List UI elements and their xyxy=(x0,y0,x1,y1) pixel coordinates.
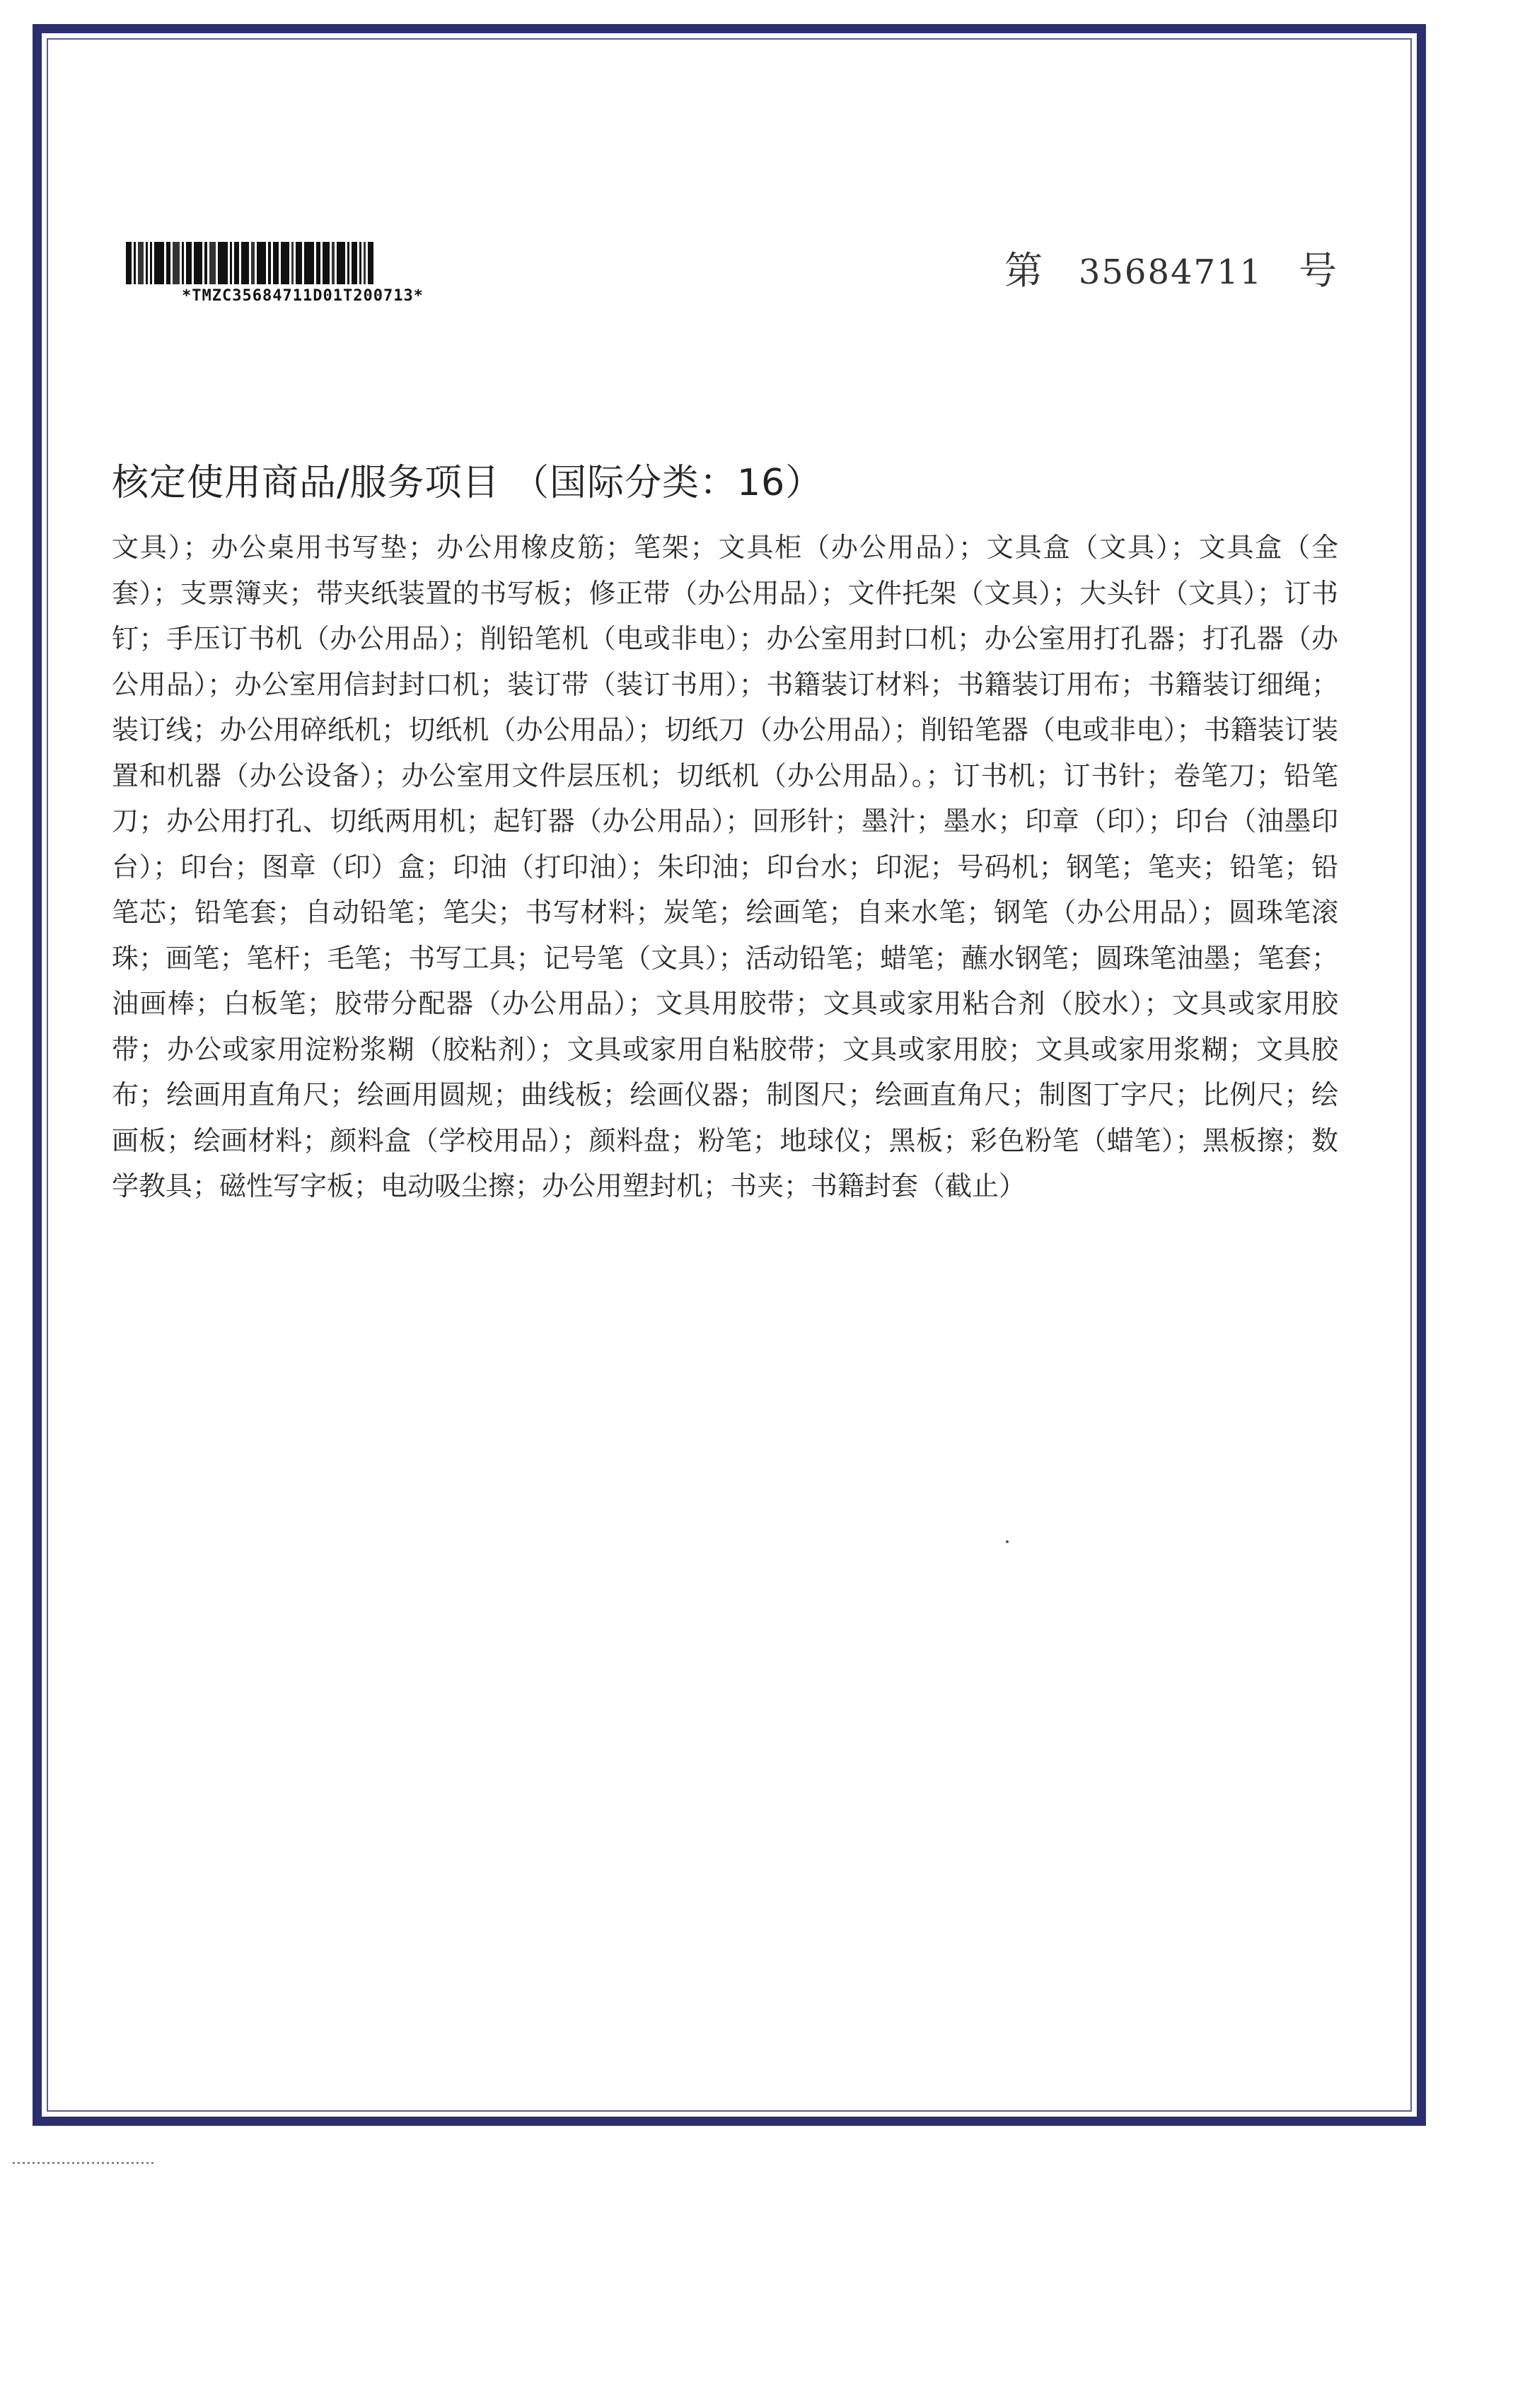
barcode-bar xyxy=(241,242,249,284)
barcode-bar xyxy=(296,242,302,284)
scan-edge-dots xyxy=(13,2162,154,2164)
barcode-bar xyxy=(126,242,132,284)
barcode-bar xyxy=(332,242,335,284)
section-title: 核定使用商品/服务项目 （国际分类：16） xyxy=(112,462,823,504)
goods-list-text: 文具）；办公桌用书写垫；办公用橡皮筋；笔架；文具柜（办公用品）；文具盒（文具）；文具盒（全套）；支票簿夹；带夹纸装置的书写板；修正带（办公用品）；文件托架（文具）；大头针（文具）；订书钉；手压订书机（办公用品）；削铅笔机（电或非电）；办公室用封口机；办公室用打孔器；打孔器（办公用品）；办公室用信封封口机；装订带（装订书用）；书籍装订材料；书籍装订用布；书籍装订细绳；装订线；办公用碎纸机；切纸机（办公用品）；切纸刀（办公用品）；削铅笔器（电或非电）；书籍装订装置和机器（办公设备）；办公室用文件层压机；切纸机（办公用品）。；订书机；订书针；卷笔刀；铅笔刀；办公用打孔、切纸两用机；起钉器（办公用品）；回形针；墨汁；墨水；印章（印）；印台（油墨印台）；印台；图章（印）盒；印油（打印油）；朱印油；印台水；印泥；号码机；钢笔；笔夹；铅笔；铅笔芯；铅笔套；自动铅笔；笔尖；书写材料；炭笔；绘画笔；自来水笔；钢笔（办公用品）；圆珠笔滚珠；画笔；笔杆；毛笔；书写工具；记号笔（文具）；活动铅笔；蜡笔；蘸水钢笔；圆珠笔油墨；笔套；油画棒；白板笔；胶带分配器（办公用品）；文具用胶带；文具或家用粘合剂（胶水）；文具或家用胶带；办公或家用淀粉浆糊（胶粘剂）；文具或家用自粘胶带；文具或家用胶；文具或家用浆糊；文具胶布；绘画用直角尺；绘画用圆规；曲线板；绘画仪器；制图尺；绘画直角尺；制图丁字尺；比例尺；绘画板；绘画材料；颜料盒（学校用品）；颜料盘；粉笔；地球仪；黑板；彩色粉笔（蜡笔）；黑板擦；数学教具；磁性写字板；电动吸尘擦；办公用塑封机；书夹；书籍封套（截止） xyxy=(112,532,1338,1202)
barcode-bar xyxy=(273,242,279,284)
barcode-bar xyxy=(146,242,148,284)
barcode-bar xyxy=(186,242,192,284)
registration-prefix: 第 xyxy=(1004,248,1043,293)
barcode-bar xyxy=(359,242,361,284)
barcode-bar xyxy=(173,242,180,284)
barcode-bar xyxy=(352,242,357,284)
barcode-bar xyxy=(347,242,349,284)
barcode-bar xyxy=(316,242,320,284)
barcode-bar xyxy=(204,242,207,284)
barcode-bar xyxy=(134,242,136,284)
barcode-bar xyxy=(166,242,170,284)
barcode-bar xyxy=(251,242,255,284)
barcode-bar xyxy=(154,242,164,284)
barcode-bars xyxy=(126,242,480,284)
barcode-bar xyxy=(304,242,314,284)
paper-speck xyxy=(1006,1540,1009,1543)
barcode-bar xyxy=(291,242,294,284)
barcode-bar xyxy=(138,242,144,284)
barcode-bar xyxy=(368,242,373,284)
barcode-bar xyxy=(150,242,152,284)
barcode-bar xyxy=(337,242,345,284)
barcode-bar xyxy=(323,242,330,284)
barcode-bar xyxy=(268,242,271,284)
barcode-bar xyxy=(209,242,216,284)
barcode xyxy=(126,242,480,305)
barcode-bar xyxy=(218,242,228,284)
barcode-bar xyxy=(182,242,184,284)
registration-number xyxy=(1004,240,1337,295)
barcode-bar xyxy=(234,242,239,284)
registration-suffix: 号 xyxy=(1299,248,1337,293)
registration-number-value: 35684711 xyxy=(1078,252,1263,292)
barcode-bar xyxy=(364,242,366,284)
barcode-bar xyxy=(281,242,289,284)
barcode-bar xyxy=(194,242,202,284)
barcode-code-text: *TMZC35684711D01T200713* xyxy=(182,287,424,305)
barcode-bar xyxy=(230,242,232,284)
barcode-bar xyxy=(257,242,266,284)
